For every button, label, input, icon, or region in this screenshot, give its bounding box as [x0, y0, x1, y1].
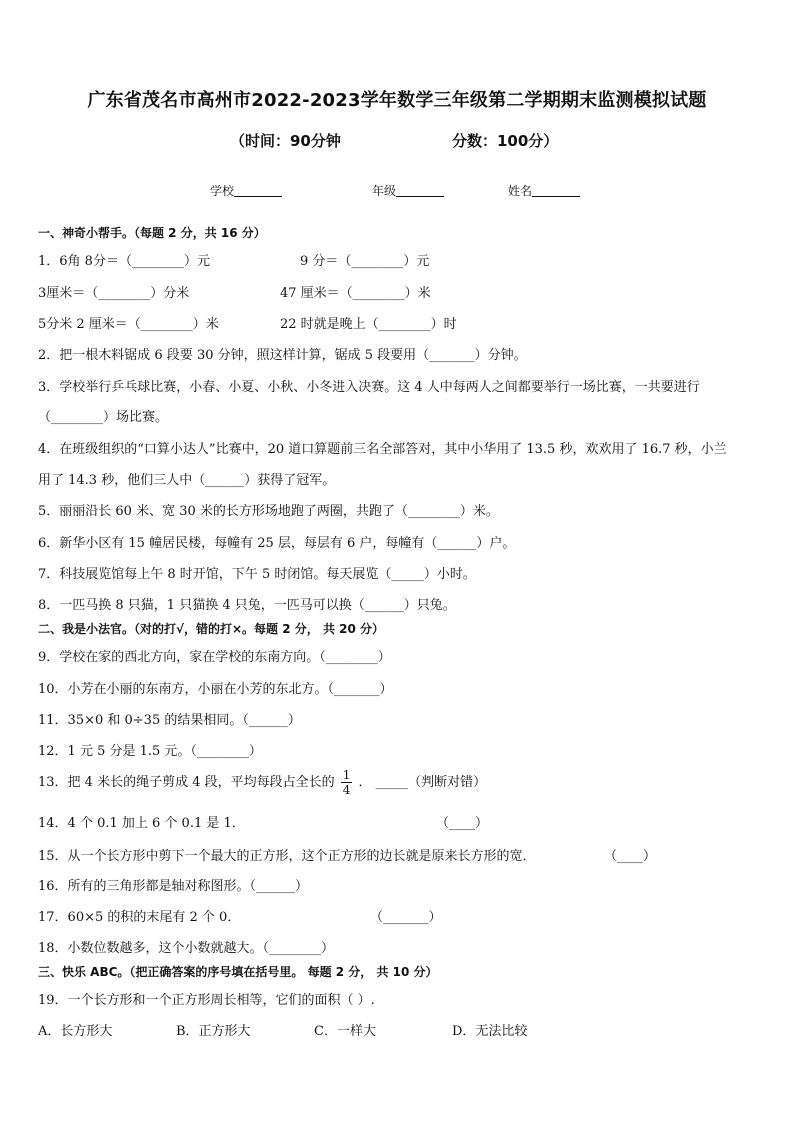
question-1a: 1．6角 8分＝（________）元 [38, 254, 210, 269]
question-17-blank[interactable]: （_______） [370, 910, 442, 925]
question-3-line2: （________）场比赛。 [38, 410, 169, 425]
question-1c: 3厘米＝（________）分米 [38, 286, 190, 301]
name-field[interactable] [508, 182, 580, 199]
name-blank[interactable] [532, 184, 580, 197]
section1-heading: 一、神奇小帮手。（每题 2 分，共 16 分） [38, 226, 266, 240]
fraction-one-quarter [341, 768, 353, 797]
grade-field[interactable] [372, 182, 444, 199]
option-b[interactable]: B．正方形大 [176, 1024, 251, 1039]
question-7: 7．科技展览馆每上午 8 时开馆，下午 5 时闭馆。每天展览（_____）小时。 [38, 567, 476, 582]
question-6: 6．新华小区有 15 幢居民楼，每幢有 25 层，每层有 6 户，每幢有（______）户。 [38, 536, 516, 551]
question-1d: 47 厘米＝（________）米 [280, 286, 431, 301]
exam-title: 广东省茂名市高州市2022-2023学年数学三年级第二学期期末监测模拟试题 [87, 90, 707, 111]
grade-label: 年级 [372, 184, 397, 198]
section3-heading: 三、快乐 ABC。（把正确答案的序号填在括号里。 每题 2 分， 共 10 分） [38, 965, 438, 979]
question-10: 10．小芳在小丽的东南方，小丽在小芳的东北方。（_______） [38, 682, 393, 697]
option-c[interactable]: C．一样大 [314, 1024, 376, 1039]
question-1b: 9 分＝（________）元 [300, 254, 430, 269]
question-1e: 5分米 2 厘米＝（________）米 [38, 317, 219, 332]
question-15: 15．从一个长方形中剪下一个最大的正方形，这个正方形的边长就是原来长方形的宽． [38, 849, 536, 864]
option-a[interactable]: A．长方形大 [38, 1024, 113, 1039]
question-2: 2．把一根木料锯成 6 段要 30 分钟，照这样计算，锯成 5 段要用（_______）分钟。 [38, 348, 527, 363]
question-13 [38, 768, 486, 797]
question-3-line1: 3．学校举行乒乓球比赛，小春、小夏、小秋、小冬进入决赛。这 4 人中每两人之间都要举行一场比赛，一共要进行 [38, 380, 700, 395]
question-19: 19．一个长方形和一个正方形周长相等，它们的面积（ ）. [38, 993, 375, 1008]
fraction-denominator: 4 [342, 783, 351, 797]
option-d[interactable]: D．无法比较 [452, 1024, 528, 1039]
name-label: 姓名 [508, 184, 533, 198]
question-17: 17．60×5 的积的末尾有 2 个 0． [38, 910, 241, 925]
school-blank[interactable] [234, 184, 282, 197]
question-9: 9．学校在家的西北方向，家在学校的东南方向。（________） [38, 650, 391, 665]
question-8: 8．一匹马换 8 只猫，1 只猫换 4 只兔，一匹马可以换（______）只兔。 [38, 598, 456, 613]
exam-time: （时间：90分钟 [230, 132, 341, 150]
question-12: 12．1 元 5 分是 1.5 元。（________） [38, 744, 262, 759]
question-14: 14．4 个 0.1 加上 6 个 0.1 是 1． [38, 816, 245, 831]
question-16: 16．所有的三角形都是轴对称图形。（______） [38, 879, 309, 894]
grade-blank[interactable] [396, 184, 444, 197]
question-4-line2: 用了 14.3 秒，他们三人中（______）获得了冠军。 [38, 473, 336, 488]
question-1f: 22 时就是晚上（________）时 [280, 317, 457, 332]
exam-score: 分数：100分） [452, 132, 559, 150]
fraction-numerator: 1 [342, 768, 351, 782]
question-5: 5．丽丽沿长 60 米、宽 30 米的长方形场地跑了两圈，共跑了（________）米。 [38, 504, 499, 519]
question-11: 11．35×0 和 0÷35 的结果相同。（______） [38, 713, 301, 728]
question-18: 18．小数位数越多，这个小数就越大。（________） [38, 941, 335, 956]
school-label: 学校 [210, 184, 235, 198]
question-14-blank[interactable]: （____） [436, 816, 489, 831]
question-13-tail: ． _____（判断对错） [358, 775, 487, 790]
school-field[interactable] [210, 182, 282, 199]
question-4-line1: 4．在班级组织的“口算小达人”比赛中，20 道口算题前三名全部答对，其中小华用了 13.5 秒，欢欢用了 16.7 秒，小兰 [38, 442, 727, 457]
question-13-text: 13．把 4 米长的绳子剪成 4 段，平均每段占全长的 [38, 775, 335, 790]
question-15-blank[interactable]: （____） [604, 849, 657, 864]
section2-heading: 二、我是小法官。（对的打√，错的打×。每题 2 分， 共 20 分） [38, 622, 384, 636]
